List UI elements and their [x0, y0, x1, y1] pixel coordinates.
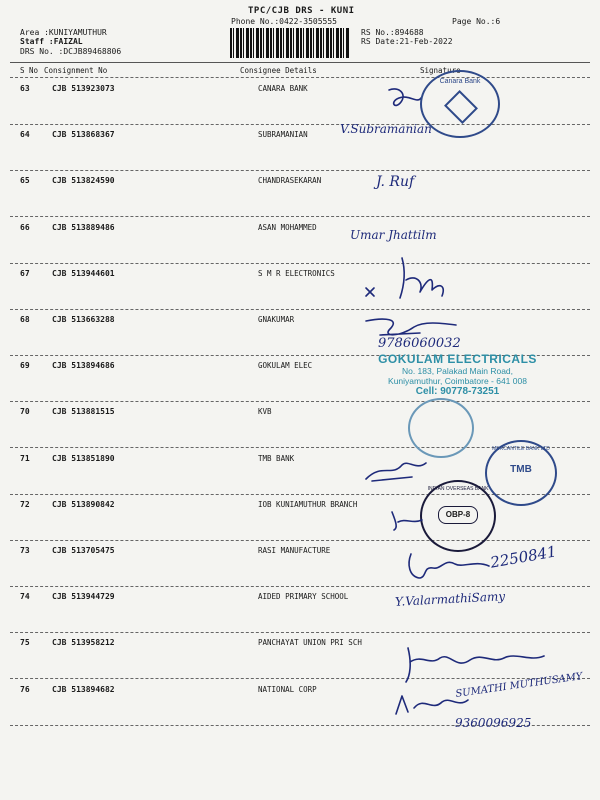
phone-handwritten-68: 9786060032	[378, 336, 461, 351]
signature-64: V.Subramanian	[340, 122, 432, 136]
row-sno: 72	[20, 499, 30, 509]
gokulam-stamp	[355, 352, 560, 397]
gokulam-stamp-name: GOKULAM ELECTRICALS	[378, 352, 537, 366]
iob-stamp-ring: INDIAN OVERSEAS BANK	[427, 486, 489, 492]
row-consignment-number: CJB 513663288	[52, 315, 115, 324]
tmb-stamp-text: TMB	[510, 464, 532, 475]
signature-65: J. Ruf	[376, 174, 415, 190]
signature-63	[385, 84, 425, 114]
signature-73	[405, 548, 495, 584]
row-consignee: CANARA BANK	[258, 84, 308, 93]
staff-label: Staff :FAIZAL	[20, 37, 83, 46]
row-sno: 66	[20, 222, 30, 232]
row-consignee: GNAKUMAR	[258, 315, 295, 324]
row-divider	[10, 401, 590, 402]
canara-bank-stamp	[420, 70, 500, 138]
row-consignee: NATIONAL CORP	[258, 684, 317, 694]
tmb-stamp-ring: MERCANTILE BANK LTD	[492, 446, 550, 452]
iob-stamp	[420, 480, 496, 552]
row-consignment-number: CJB 513958212	[52, 638, 115, 648]
drs-number: DRS No. :DCJB89468806	[20, 47, 122, 56]
row-sno: 68	[20, 315, 30, 324]
row-sno: 74	[20, 592, 30, 602]
row-consignee: RASI MANUFACTURE	[258, 546, 331, 555]
column-consignment: Consignment No	[44, 66, 108, 75]
gokulam-stamp-city: Kuniyamuthur, Coimbatore - 641 008	[388, 376, 527, 386]
row-divider	[10, 170, 590, 171]
row-divider	[10, 124, 590, 125]
row-divider	[10, 586, 590, 587]
page-number: Page No.:6	[452, 17, 501, 26]
row-divider	[10, 216, 590, 217]
row-sno: 76	[20, 684, 30, 694]
signature-67	[362, 252, 452, 302]
row-divider	[10, 632, 590, 633]
row-sno: 63	[20, 84, 30, 93]
row-consignment-number: CJB 513923073	[52, 84, 115, 93]
reference-handwritten-73: 2250841	[488, 542, 558, 572]
kvb-stamp	[408, 398, 474, 458]
row-divider	[10, 540, 590, 541]
barcode-image	[230, 28, 350, 58]
row-sno: 75	[20, 638, 30, 648]
row-consignment-number: CJB 513944601	[52, 268, 115, 278]
row-divider	[10, 309, 590, 310]
row-consignee: GOKULAM ELEC	[258, 361, 313, 371]
iob-stamp-center: OBP-8	[438, 506, 478, 524]
row-consignee: KVB	[258, 407, 272, 417]
canara-triangle-icon	[444, 90, 478, 124]
row-consignment-number: CJB 513868367	[52, 130, 115, 140]
row-consignee: TMB BANK	[258, 453, 295, 463]
row-sno: 71	[20, 453, 30, 463]
column-signature: Signature	[420, 66, 461, 75]
signature-71	[362, 455, 432, 485]
row-consignment-number: CJB 513890842	[52, 499, 115, 509]
row-sno: 67	[20, 268, 30, 278]
tmb-stamp	[485, 440, 557, 506]
row-consignee: SUBRAMANIAN	[258, 130, 308, 140]
row-consignment-number: CJB 513851890	[52, 453, 115, 463]
signature-76-name: SUMATHI MUTHUSAMY	[454, 671, 584, 700]
row-consignment-number: CJB 513894686	[52, 361, 115, 371]
signature-66: Umar Jhattilm	[350, 228, 437, 242]
row-consignment-number: CJB 513894682	[52, 684, 115, 694]
row-sno: 69	[20, 361, 30, 371]
row-consignment-number: CJB 513705475	[52, 546, 115, 555]
rs-date: RS Date:21-Feb-2022	[361, 37, 453, 46]
row-sno: 73	[20, 546, 30, 555]
row-divider	[10, 263, 590, 264]
row-consignee: IOB KUNIAMUTHUR BRANCH	[258, 499, 358, 509]
area-label: Area :KUNIYAMUTHUR	[20, 28, 107, 37]
phone-handwritten-76: 9360096925	[455, 716, 532, 730]
signature-74: Y.ValarmathiSamy	[394, 589, 506, 609]
row-consignment-number: CJB 513944729	[52, 592, 115, 602]
row-sno: 65	[20, 176, 30, 186]
sheet-title: TPC/CJB DRS - KUNI	[248, 6, 355, 16]
phone-number: Phone No.:0422-3505555	[231, 17, 337, 26]
canara-bank-stamp-text: Canara Bank	[439, 78, 481, 85]
row-consignment-number: CJB 513881515	[52, 407, 115, 417]
row-consignee: AIDED PRIMARY SCHOOL	[258, 592, 349, 602]
column-consignee: Consignee Details	[240, 66, 317, 75]
row-consignee: CHANDRASEKARAN	[258, 176, 322, 186]
row-sno: 70	[20, 407, 30, 417]
gokulam-stamp-address: No. 183, Palakad Main Road,	[401, 366, 514, 376]
row-consignee: PANCHAYAT UNION PRI SCH	[258, 638, 362, 648]
row-consignment-number: CJB 513824590	[52, 176, 115, 186]
signature-72	[388, 508, 428, 532]
column-sno: S No	[20, 66, 39, 75]
header-rule-bottom	[10, 77, 590, 78]
header-rule-top	[10, 62, 590, 63]
row-sno: 64	[20, 130, 30, 140]
row-consignee: ASAN MOHAMMED	[258, 222, 317, 232]
row-consignment-number: CJB 513889486	[52, 222, 115, 232]
rs-number: RS No.:894688	[361, 28, 424, 37]
gokulam-stamp-cell: Cell: 90778-73251	[415, 386, 500, 397]
row-consignee: S M R ELECTRONICS	[258, 268, 335, 278]
